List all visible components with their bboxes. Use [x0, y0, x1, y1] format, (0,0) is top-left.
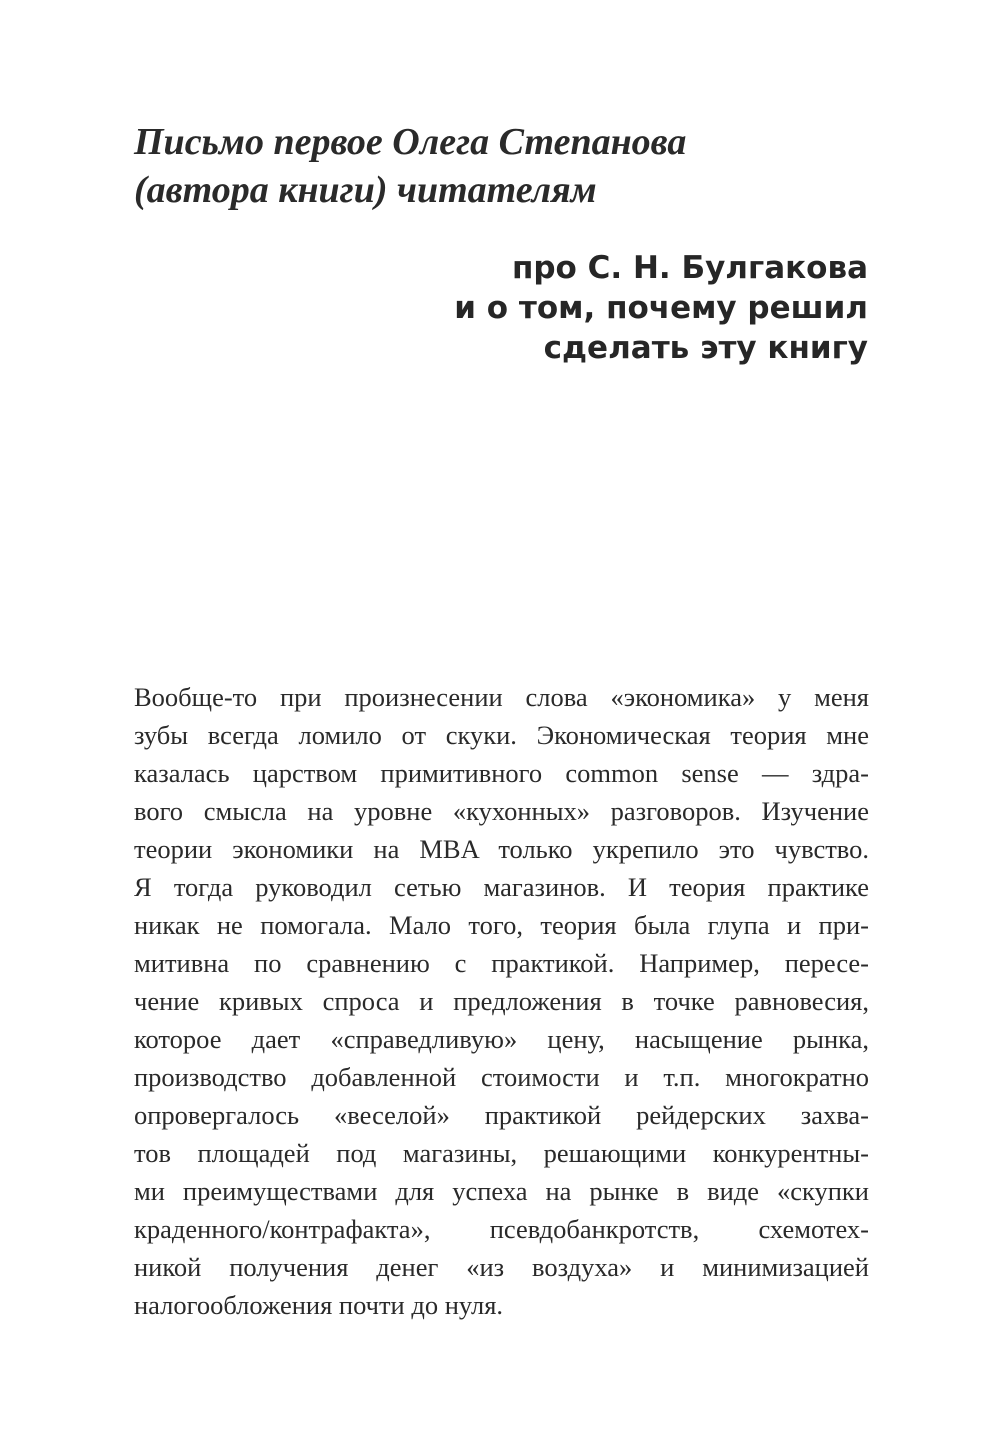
subtitle-line: и о том, почему решил	[454, 290, 868, 326]
paragraph-line: никак не помогала. Мало того, теория была глупа и при-	[134, 910, 869, 940]
paragraph-line: которое дает «справедливую» цену, насыщение рынка,	[134, 1024, 869, 1054]
paragraph-line: митивна по сравнению с практикой. Например, пересе-	[134, 948, 869, 978]
subtitle-line: сделать эту книгу	[543, 330, 868, 366]
paragraph-line: зубы всегда ломило от скуки. Экономическая теория мне	[134, 720, 869, 750]
letter-title-line: (автора книги) читателям	[134, 169, 597, 211]
body-paragraph	[134, 678, 869, 1324]
paragraph-line: никой получения денег «из воздуха» и минимизацией	[134, 1252, 869, 1282]
subtitle-line: про С. Н. Булгакова	[511, 250, 868, 286]
paragraph-line: Вообще-то при произнесении слова «экономика» у меня	[134, 682, 869, 712]
paragraph-line: ми преимуществами для успеха на рынке в виде «скупки	[134, 1176, 869, 1206]
paragraph-line: вого смысла на уровне «кухонных» разговоров. Изучение	[134, 796, 869, 826]
paragraph-line: теории экономики на MBA только укрепило это чувство.	[134, 834, 869, 864]
paragraph-line: казалась царством примитивного common sense — здра-	[134, 758, 869, 788]
paragraph-line: производство добавленной стоимости и т.п. многократно	[134, 1062, 869, 1092]
paragraph-line: налогообложения почти до нуля.	[134, 1290, 504, 1320]
paragraph-line: чение кривых спроса и предложения в точке равновесия,	[134, 986, 869, 1016]
paragraph-line: тов площадей под магазины, решающими конкурентны-	[134, 1138, 869, 1168]
paragraph-line: краденного/контрафакта», псевдобанкротств, схемотех-	[134, 1214, 869, 1244]
letter-title	[134, 118, 874, 214]
letter-title-line: Письмо первое Олега Степанова	[134, 121, 687, 163]
paragraph-line: Я тогда руководил сетью магазинов. И теория практике	[134, 872, 869, 902]
paragraph-line: опровергалось «веселой» практикой рейдерских захва-	[134, 1100, 869, 1130]
chapter-subtitle	[268, 248, 868, 368]
